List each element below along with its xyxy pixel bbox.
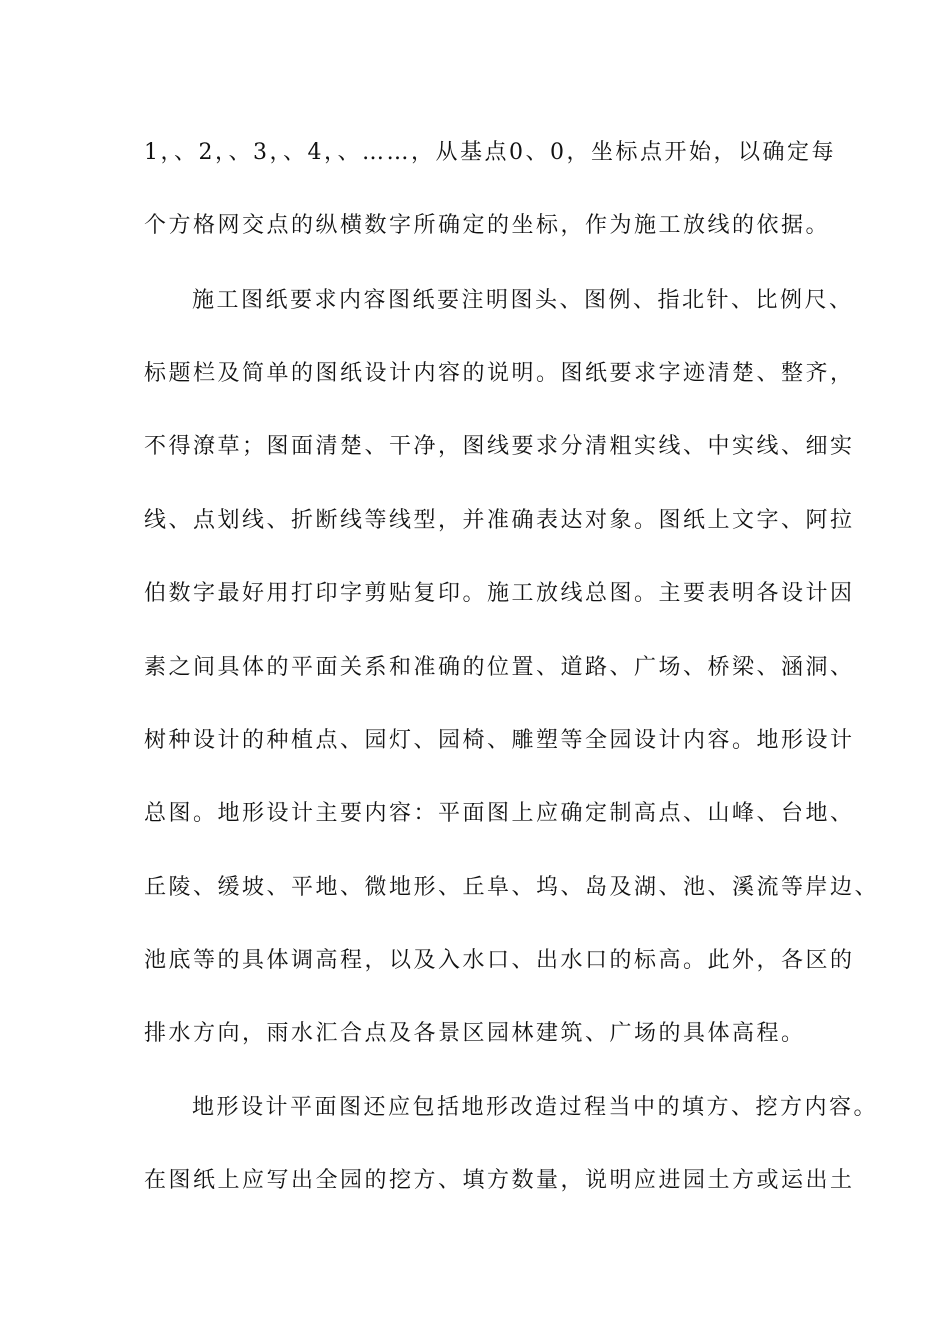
text-line-12: 池底等的具体调高程，以及入水口、出水口的标高。此外，各区的 [144,948,855,973]
text-line-15: 在图纸上应写出全园的挖方、填方数量，说明应进园土方或运出土 [144,1168,855,1193]
text-line-5: 不得潦草；图面清楚、干净，图线要求分清粗实线、中实线、细实 [144,434,855,459]
text-line-9: 树种设计的种植点、园灯、园椅、雕塑等全园设计内容。地形设计 [144,728,855,753]
text-line-10: 总图。地形设计主要内容：平面图上应确定制高点、山峰、台地、 [144,801,855,826]
text-line-8: 素之间具体的平面关系和准确的位置、道路、广场、桥梁、涵洞、 [144,655,855,680]
text-line-11: 丘陵、缓坡、平地、微地形、丘阜、坞、岛及湖、池、溪流等岸边、 [144,875,880,900]
text-line-6: 线、点划线、折断线等线型，并准确表达对象。图纸上文字、阿拉 [144,508,855,533]
text-line-13: 排水方向，雨水汇合点及各景区园林建筑、广场的具体高程。 [144,1021,806,1046]
text-line-1: 1，、2，、3，、4，、……，从基点0、0，坐标点开始，以确定每 [144,140,836,165]
text-line-4: 标题栏及简单的图纸设计内容的说明。图纸要求字迹清楚、整齐， [144,361,855,386]
paragraph-2-line-1: 施工图纸要求内容图纸要注明图头、图例、指北针、比例尺、 [192,288,854,313]
paragraph-3-line-1: 地形设计平面图还应包括地形改造过程当中的填方、挖方内容。 [192,1095,879,1120]
text-line-7: 伯数字最好用打印字剪贴复印。施工放线总图。主要表明各设计因 [144,581,855,606]
text-line-2: 个方格网交点的纵横数字所确定的坐标，作为施工放线的依据。 [144,213,831,238]
